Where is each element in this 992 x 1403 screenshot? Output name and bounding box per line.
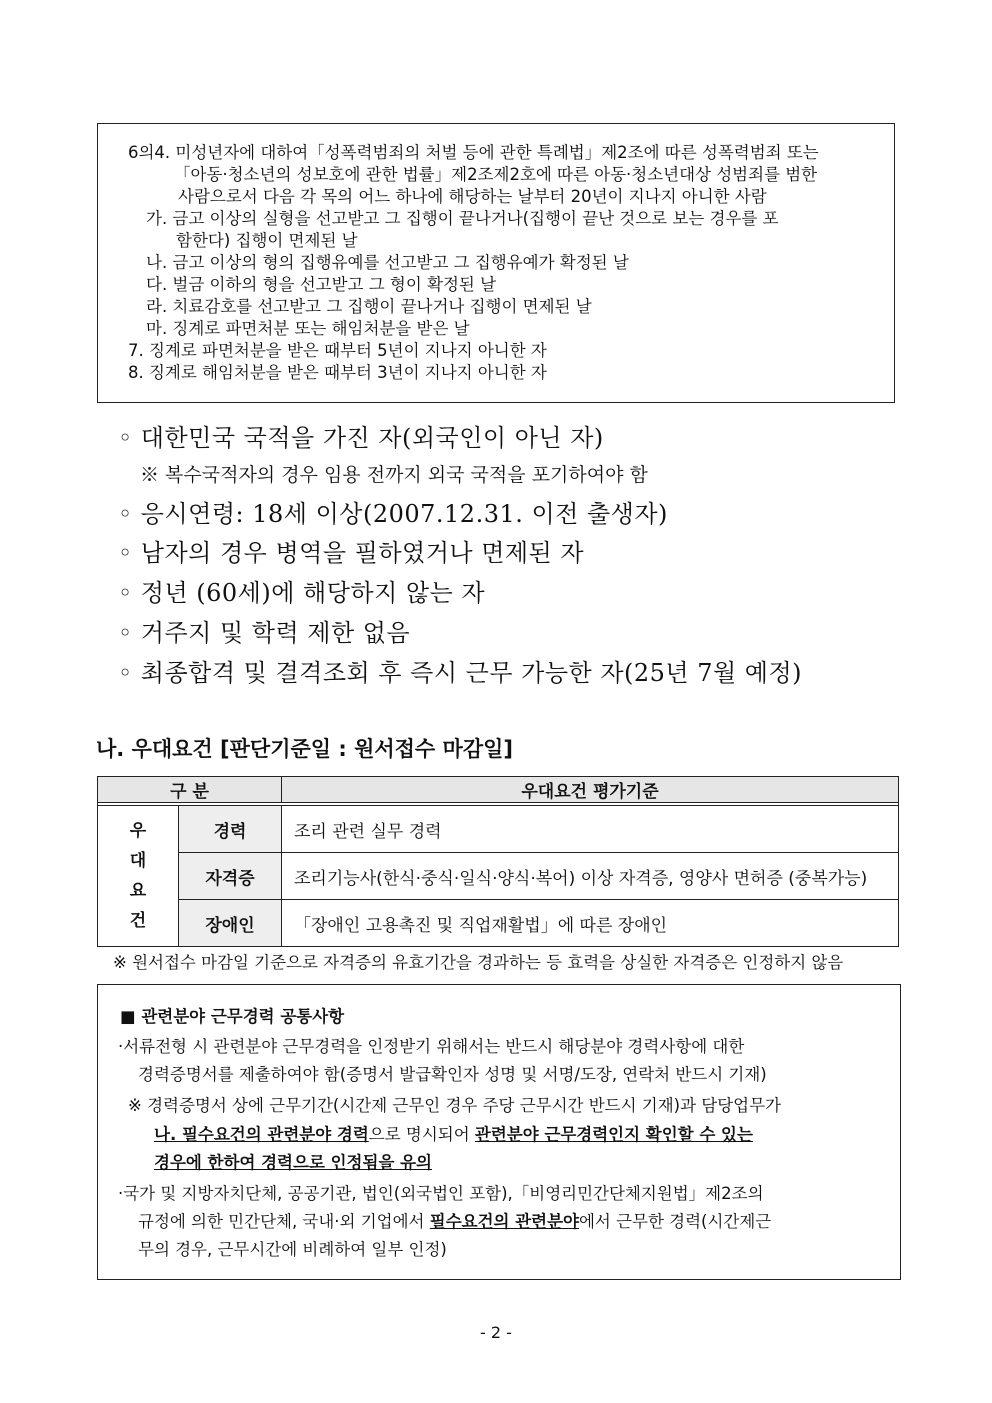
table-row: [98, 853, 899, 900]
p2-emphasis-c: 관련분야 근무경력인지 확인할 수 있는: [474, 1125, 753, 1144]
clause-ra: 라. 치료감호를 선고받고 그 집행이 끝나거나 집행이 면제된 날: [146, 297, 592, 316]
req-nationality: ◦ 대한민국 국적을 가진 자(외국인이 아닌 자): [118, 424, 604, 452]
p3-emphasis: 필수요건의 관련분야: [429, 1212, 579, 1231]
table-row: [98, 806, 899, 853]
table-header-row: [98, 777, 899, 803]
req-availability: ◦ 최종합격 및 결격조회 후 즉시 근무 가능한 자(25년 7월 예정): [118, 659, 803, 687]
criteria-disability: 「장애인 고용촉진 및 직업재활법」에 따른 장애인: [282, 900, 899, 947]
clause-6-4-line3: 사람으로서 다음 각 목의 어느 하나에 해당하는 날부터 20년이 지나지 아니한 사람: [178, 187, 767, 206]
p2-line2: [154, 1121, 753, 1145]
header-criteria: 우대요건 평가기준: [282, 777, 899, 803]
clause-7: 7. 징계로 파면처분을 받은 때부터 5년이 지나지 아니한 자: [128, 341, 547, 360]
req-residence: ◦ 거주지 및 학력 제한 없음: [118, 619, 411, 647]
req-retirement: ◦ 정년 (60세)에 해당하지 않는 자: [118, 579, 486, 607]
p3-plain-c: 에서 근무한 경력(시간제근: [578, 1212, 772, 1231]
preference-note: ※ 원서접수 마감일 기준으로 자격증의 유효기간을 경과하는 등 효력을 상실한 자격증은 인정하지 않음: [113, 953, 844, 972]
req-military: ◦ 남자의 경우 병역을 필하였거나 면제된 자: [118, 539, 585, 567]
criteria-career: 조리 관련 실무 경력: [282, 806, 899, 853]
p2-line3: 경우에 한하여 경력으로 인정됨을 유의: [154, 1153, 433, 1172]
clause-na: 나. 금고 이상의 형의 집행유예를 선고받고 그 집행유예가 확정된 날: [146, 253, 629, 272]
clause-6-4-line2: 「아동·청소년의 성보호에 관한 법률」제2조제2호에 따른 아동·청소년대상 성범죄를 범한: [174, 165, 818, 184]
table-row: [98, 900, 899, 947]
p3-line3: 무의 경우, 근무시간에 비례하여 일부 인정): [138, 1240, 447, 1259]
clause-6-4-line1: 6의4. 미성년자에 대하여「성폭력범죄의 처벌 등에 관한 특례법」제2조에 따른 성폭력범죄 또는: [128, 143, 819, 162]
header-category: 구 분: [98, 777, 282, 803]
p2-emphasis-a: 나. 필수요건의 관련분야 경력: [154, 1125, 369, 1144]
req-dual-nationality-note: ※ 복수국적자의 경우 임용 전까지 외국 국적을 포기하여야 함: [140, 464, 648, 486]
p3-line1: ·국가 및 지방자치단체, 공공기관, 법인(외국법인 포함),「비영리민간단체지원법」제2조의: [118, 1184, 764, 1203]
clause-da: 다. 벌금 이하의 형을 선고받고 그 형이 확정된 날: [146, 275, 497, 294]
clause-ma: 마. 징계로 파면처분 또는 해임처분을 받은 날: [146, 319, 470, 338]
p3-plain-a: 규정에 의한 민간단체, 국내·외 기업에서: [138, 1212, 430, 1231]
p2-plain: 으로 명시되어: [368, 1125, 475, 1144]
clause-8: 8. 징계로 해임처분을 받은 때부터 3년이 지나지 아니한 자: [128, 363, 547, 382]
preference-heading: 나. 우대요건 [판단기준일 : 원서접수 마감일]: [96, 737, 513, 761]
p2-line1: ※ 경력증명서 상에 근무기간(시간제 근무인 경우 주당 근무시간 반드시 기재)과 담당업무가: [128, 1096, 781, 1115]
common-box-title: ■ 관련분야 근무경력 공통사항: [120, 1007, 345, 1026]
p3-line2: [138, 1208, 771, 1232]
clause-ga-line2: 함한다) 집행이 면제된 날: [176, 231, 358, 250]
category-cell: 우 대 요 건: [98, 806, 179, 947]
preference-table: [97, 776, 899, 947]
sub-license: 자격증: [179, 853, 282, 900]
p1-line2: 경력증명서를 제출하여야 함(증명서 발급확인자 성명 및 서명/도장, 연락처 반드시 기재): [138, 1065, 767, 1084]
sub-disability: 장애인: [179, 900, 282, 947]
req-age: ◦ 응시연령: 18세 이상(2007.12.31. 이전 출생자): [118, 500, 668, 528]
sub-career: 경력: [179, 806, 282, 853]
page-number: - 2 -: [480, 1323, 512, 1342]
disqualification-box: [97, 123, 895, 403]
clause-ga-line1: 가. 금고 이상의 실형을 선고받고 그 집행이 끝나거나(집행이 끝난 것으로 보는 경우를 포: [146, 209, 779, 228]
criteria-license: 조리기능사(한식·중식·일식·양식·복어) 이상 자격증, 영양사 면허증 (중복가능): [282, 853, 899, 900]
common-career-box: [97, 984, 901, 1280]
p1-line1: ·서류전형 시 관련분야 근무경력을 인정받기 위해서는 반드시 해당분야 경력사항에 대한: [118, 1037, 745, 1056]
